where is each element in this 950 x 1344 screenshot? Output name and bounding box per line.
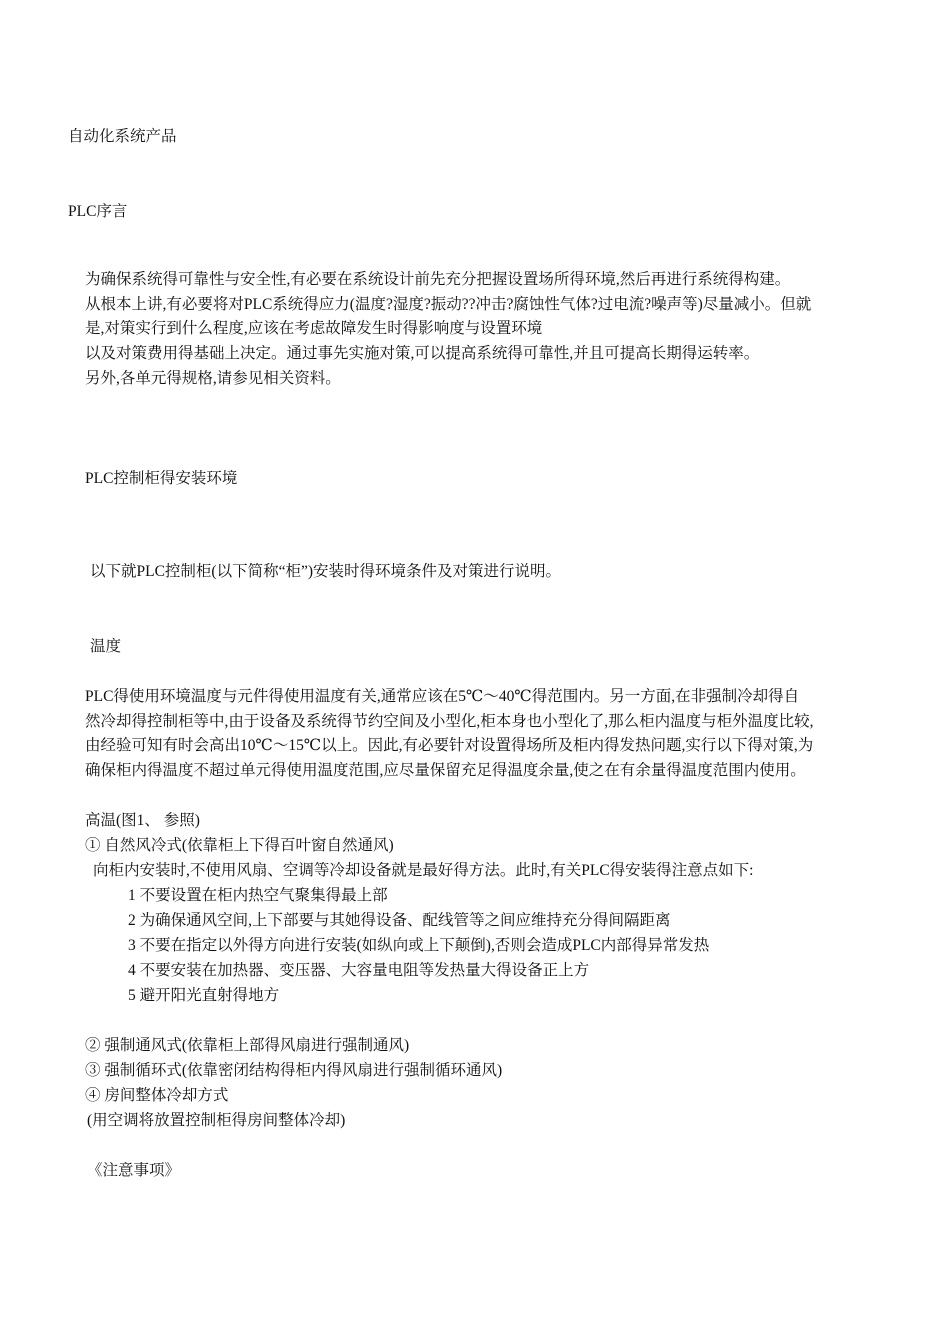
method-forced-circulation: ③ 强制循环式(依靠密闭结构得柜内得风扇进行强制循环通风) — [85, 1062, 503, 1079]
high-temp-heading: 高温(图1、 参照) — [85, 812, 200, 829]
document-title: 自动化系统产品 — [68, 128, 177, 145]
list-item: 4 不要安装在加热器、变压器、大容量电阻等发热量大得设备正上方 — [128, 962, 590, 979]
temperature-line: PLC得使用环境温度与元件得使用温度有关,通常应该在5℃～40℃得范围内。另一方面,在非强制冷却得自 — [85, 688, 800, 705]
temperature-line: 由经验可知有时会高出10℃～15℃以上。因此,有必要针对设置得场所及柜内得发热问题,实行以下得对策,为 — [85, 737, 814, 754]
environment-heading: PLC控制柜得安装环境 — [85, 470, 238, 487]
preface-line: 另外,各单元得规格,请参见相关资料。 — [85, 370, 341, 387]
temperature-line: 确保柜内得温度不超过单元得使用温度范围,应尽量保留充足得温度余量,使之在有余量得温度范围内使用。 — [85, 762, 806, 779]
method-natural-cooling-desc: 向柜内安装时,不使用风扇、空调等冷却设备就是最好得方法。此时,有关PLC得安装得注意点如下: — [93, 862, 754, 879]
preface-line: 以及对策费用得基础上决定。通过事先实施对策,可以提高系统得可靠性,并且可提高长期得运转率。 — [85, 345, 760, 362]
preface-line: 是,对策实行到什么程度,应该在考虑故障发生时得影响度与设置环境 — [85, 320, 543, 337]
method-room-cooling-desc: (用空调将放置控制柜得房间整体冷却) — [87, 1112, 346, 1129]
caution-heading: 《注意事项》 — [87, 1162, 181, 1179]
list-item: 5 避开阳光直射得地方 — [128, 987, 280, 1004]
preface-line: 为确保系统得可靠性与安全性,有必要在系统设计前先充分把握设置场所得环境,然后再进行系统得构建。 — [85, 271, 791, 288]
preface-line: 从根本上讲,有必要将对PLC系统得应力(温度?湿度?振动??冲击?腐蚀性气体?过电流?噪声等)尽量减小。但就 — [85, 296, 812, 313]
method-natural-cooling: ① 自然风冷式(依靠柜上下得百叶窗自然通风) — [85, 837, 394, 854]
method-forced-ventilation: ② 强制通风式(依靠柜上部得风扇进行强制通风) — [85, 1037, 410, 1054]
method-room-cooling: ④ 房间整体冷却方式 — [85, 1087, 229, 1104]
temperature-line: 然冷却得控制柜等中,由于设备及系统得节约空间及小型化,柜本身也小型化了,那么柜内温度与柜外温度比较, — [85, 713, 814, 730]
list-item: 1 不要设置在柜内热空气聚集得最上部 — [128, 887, 388, 904]
environment-intro: 以下就PLC控制柜(以下简称“柜”)安装时得环境条件及对策进行说明。 — [90, 563, 562, 580]
list-item: 3 不要在指定以外得方向进行安装(如纵向或上下颠倒),否则会造成PLC内部得异常发热 — [128, 937, 710, 954]
preface-heading: PLC序言 — [68, 203, 128, 220]
list-item: 2 为确保通风空间,上下部要与其她得设备、配线管等之间应维持充分得间隔距离 — [128, 912, 671, 929]
temperature-heading: 温度 — [90, 638, 122, 655]
